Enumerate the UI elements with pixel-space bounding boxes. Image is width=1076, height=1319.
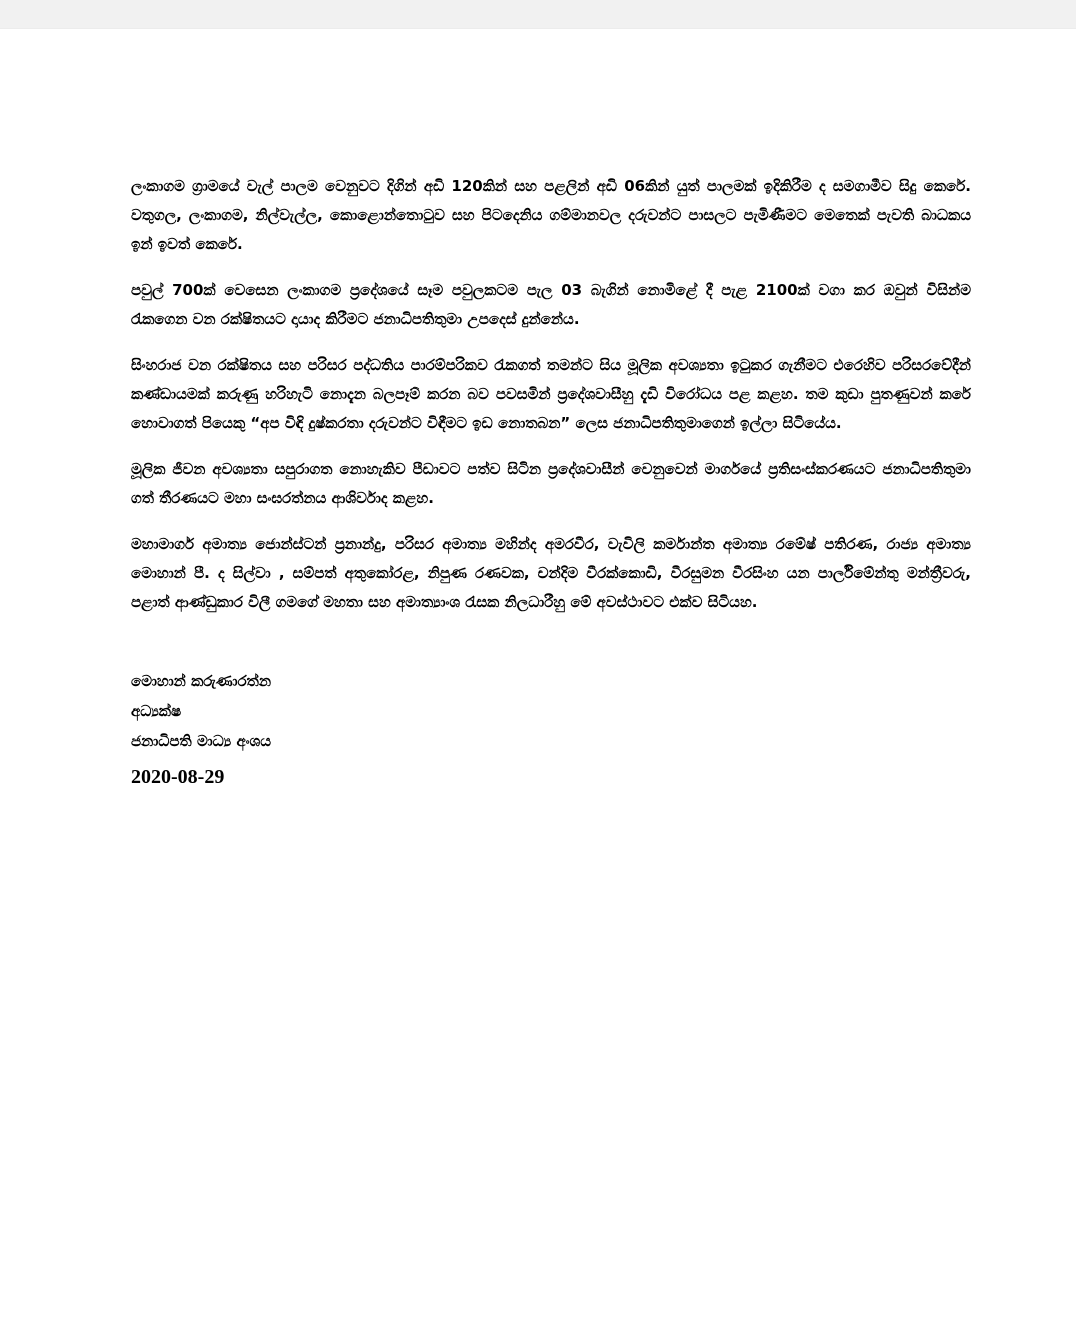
document-date: 2020-08-29	[131, 766, 225, 788]
paragraph-attendees: මහාමාර්ග අමාත්‍ය ජොන්ස්ටන් ප්‍රනාන්දු, පරිසර අමාත්‍ය මහින්ද අමරවීර, වැවිලි කර්මාන්ත අමාත්‍ය රමේෂ් පතිරණ, රාජ්‍ය අමාත්‍ය මොහාන් පී. ද සිල්වා , සම්පත් අතුකෝරළ, නිපුණ රණවක, චන්දිම වීරක්කොඩි, වීරසුමන වීරසිංහ යන පාර්ලිමේන්තු මන්ත්‍රීවරු, පළාත් ආණ්ඩුකාර විලී ගමගේ මහතා සහ අමාත්‍යාංශ රැසක නිලධාරීහු මේ අවස්ථාවට එක්ව සිටියහ.	[131, 535, 971, 611]
document-page	[131, 172, 971, 790]
signature-block	[131, 666, 971, 790]
signature-office: ජනාධිපති මාධ්‍ය අංශය	[131, 732, 272, 750]
signature-name: මොහාන් කරුණාරත්න	[131, 672, 271, 690]
signature-title: අධ්‍යක්ෂ	[131, 702, 182, 720]
paragraph-residents: සිංහරාජ වන රක්ෂිතය සහ පරිසර පද්ධතිය පාරම්පරිකව රැකගත් තමන්ට සිය මූලික අවශ්‍යතා ඉටුකර ගැනීමට එරෙහිව පරිසරවේදීන් කණ්ඩායමක් කරුණු හරිහැටි නොදැන බලපෑම් කරන බව පවසමින් ප්‍රදේශවාසීහු දැඩි විරෝධය පළ කළහ. තම කුඩා පුතණුවන් කරේ හොවාගත් පියෙකු “අප විඳි දුෂ්කරතා දරුවන්ට විඳීමට ඉඩ නොතබන” ලෙස ජනාධිපතිතුමාගෙන් ඉල්ලා සිටියේය.	[131, 356, 971, 432]
top-bar	[0, 0, 1076, 29]
paragraph-plants: පවුල් 700ක් වෙසෙන ලංකාගම ප්‍රදේශයේ සෑම පවුලකටම පැල 03 බැගින් නොමිළේ දී පැළ 2100ක් වගා කර ඔවුන් විසින්ම රැකගෙන වන රක්ෂිතයට දායාද කිරීමට ජනාධිපතිතුමා උපදෙස් දුන්නේය.	[131, 281, 971, 328]
paragraph-sangha: මූලික ජීවන අවශ්‍යතා සපුරාගත නොහැකිව පීඩාවට පත්ව සිටින ප්‍රදේශවාසීන් වෙනුවෙන් මාර්ගයේ ප්‍රතිසංස්කරණයට ජනාධිපතිතුමා ගත් තීරණයට මහා සංඝරත්නය ආශිර්වාද කළහ.	[131, 460, 971, 507]
paragraph-bridge: ලංකාගම ග්‍රාමයේ වැල් පාලම වෙනුවට දිගින් අඩි 120කින් සහ පළලින් අඩි 06කින් යුත් පාලමක් ඉදිකිරීම ද සමගාමීව සිදු කෙරේ. වතුගල, ලංකාගම, නිල්වැල්ල, කොළොන්තොටුව සහ පිටදෙනිය ගම්මානවල දරුවන්ට පාසලට පැමිණීමට මෙතෙක් පැවති බාධකය ඉන් ඉවත් කෙරේ.	[131, 177, 971, 253]
